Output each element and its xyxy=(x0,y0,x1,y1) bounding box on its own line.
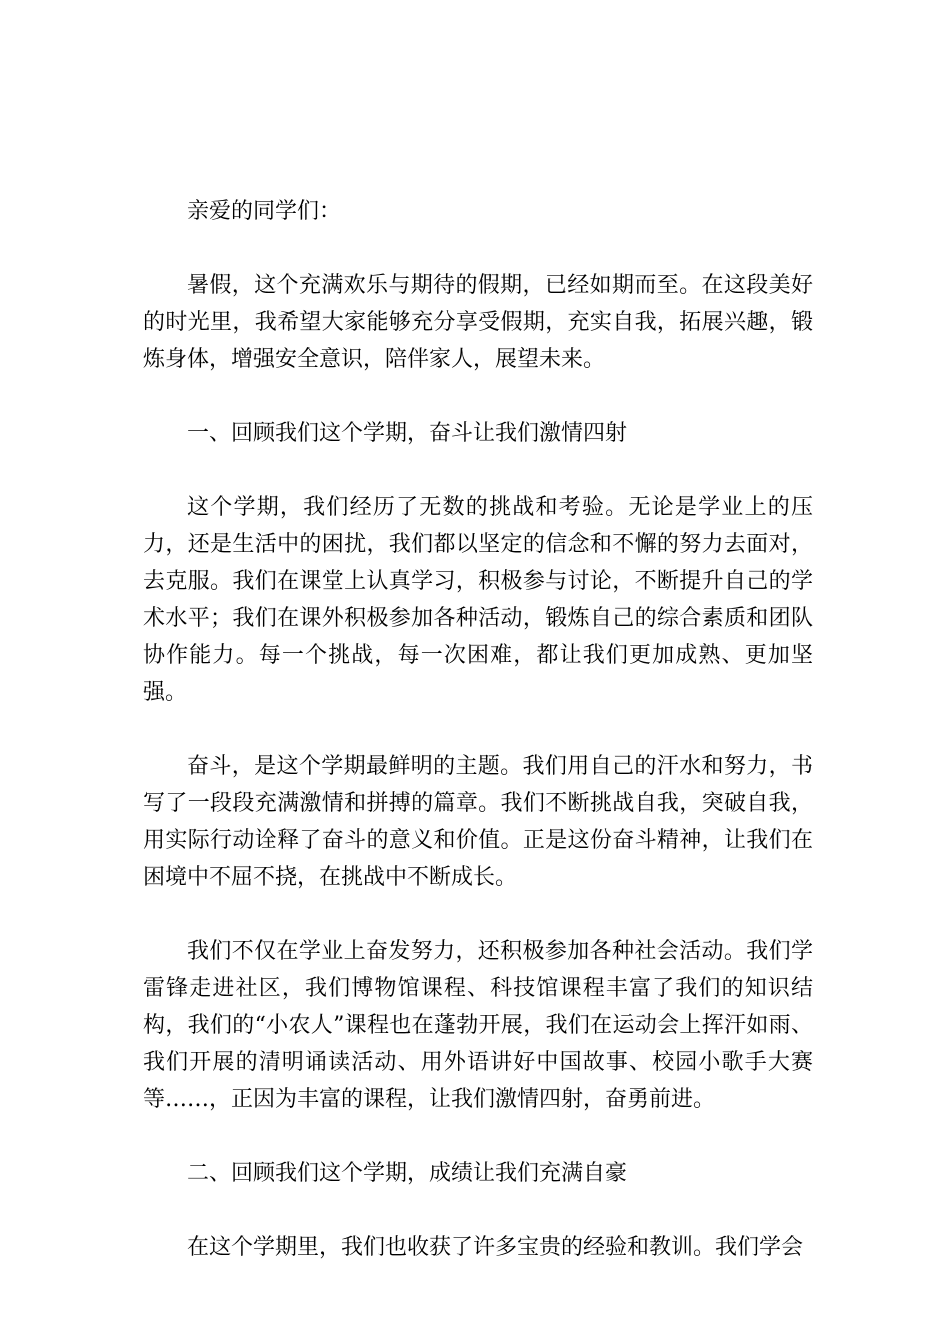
body-paragraph: 在这个学期里，我们也收获了许多宝贵的经验和教训。我们学会 xyxy=(187,1235,804,1260)
salutation: 亲爱的同学们： xyxy=(187,199,342,224)
section-heading-2: 二、回顾我们这个学期，成绩让我们充满自豪 xyxy=(187,1161,628,1186)
document-body xyxy=(143,193,813,1266)
body-paragraph: 奋斗，是这个学期最鲜明的主题。我们用自己的汗水和努力，书写了一段段充满激情和拼搏的篇章。我们不断挑战自我，突破自我，用实际行动诠释了奋斗的意义和价值。正是这份奋斗精神，让我们在困境中不屈不挠，在挑战中不断成长。 xyxy=(143,754,813,890)
section-heading-1: 一、回顾我们这个学期，奋斗让我们激情四射 xyxy=(187,421,628,446)
body-paragraph: 这个学期，我们经历了无数的挑战和考验。无论是学业上的压力，还是生活中的困扰，我们都以坚定的信念和不懈的努力去面对，去克服。我们在课堂上认真学习，积极参与讨论，不断提升自己的学术水平；我们在课外积极参加各种活动，锻炼自己的综合素质和团队协作能力。每一个挑战，每一次困难，都让我们更加成熟、更加坚强。 xyxy=(143,495,813,705)
body-paragraph: 我们不仅在学业上奋发努力，还积极参加各种社会活动。我们学雷锋走进社区，我们博物馆课程、科技馆课程丰富了我们的知识结构，我们的“小农人”课程也在蓬勃开展，我们在运动会上挥汗如雨、我们开展的清明诵读活动、用外语讲好中国故事、校园小歌手大赛等……，正因为丰富的课程，让我们激情四射，奋勇前进。 xyxy=(143,939,813,1112)
intro-paragraph: 暑假，这个充满欢乐与期待的假期，已经如期而至。在这段美好的时光里，我希望大家能够充分享受假期，充实自我，拓展兴趣，锻炼身体，增强安全意识，陪伴家人，展望未来。 xyxy=(143,273,813,372)
